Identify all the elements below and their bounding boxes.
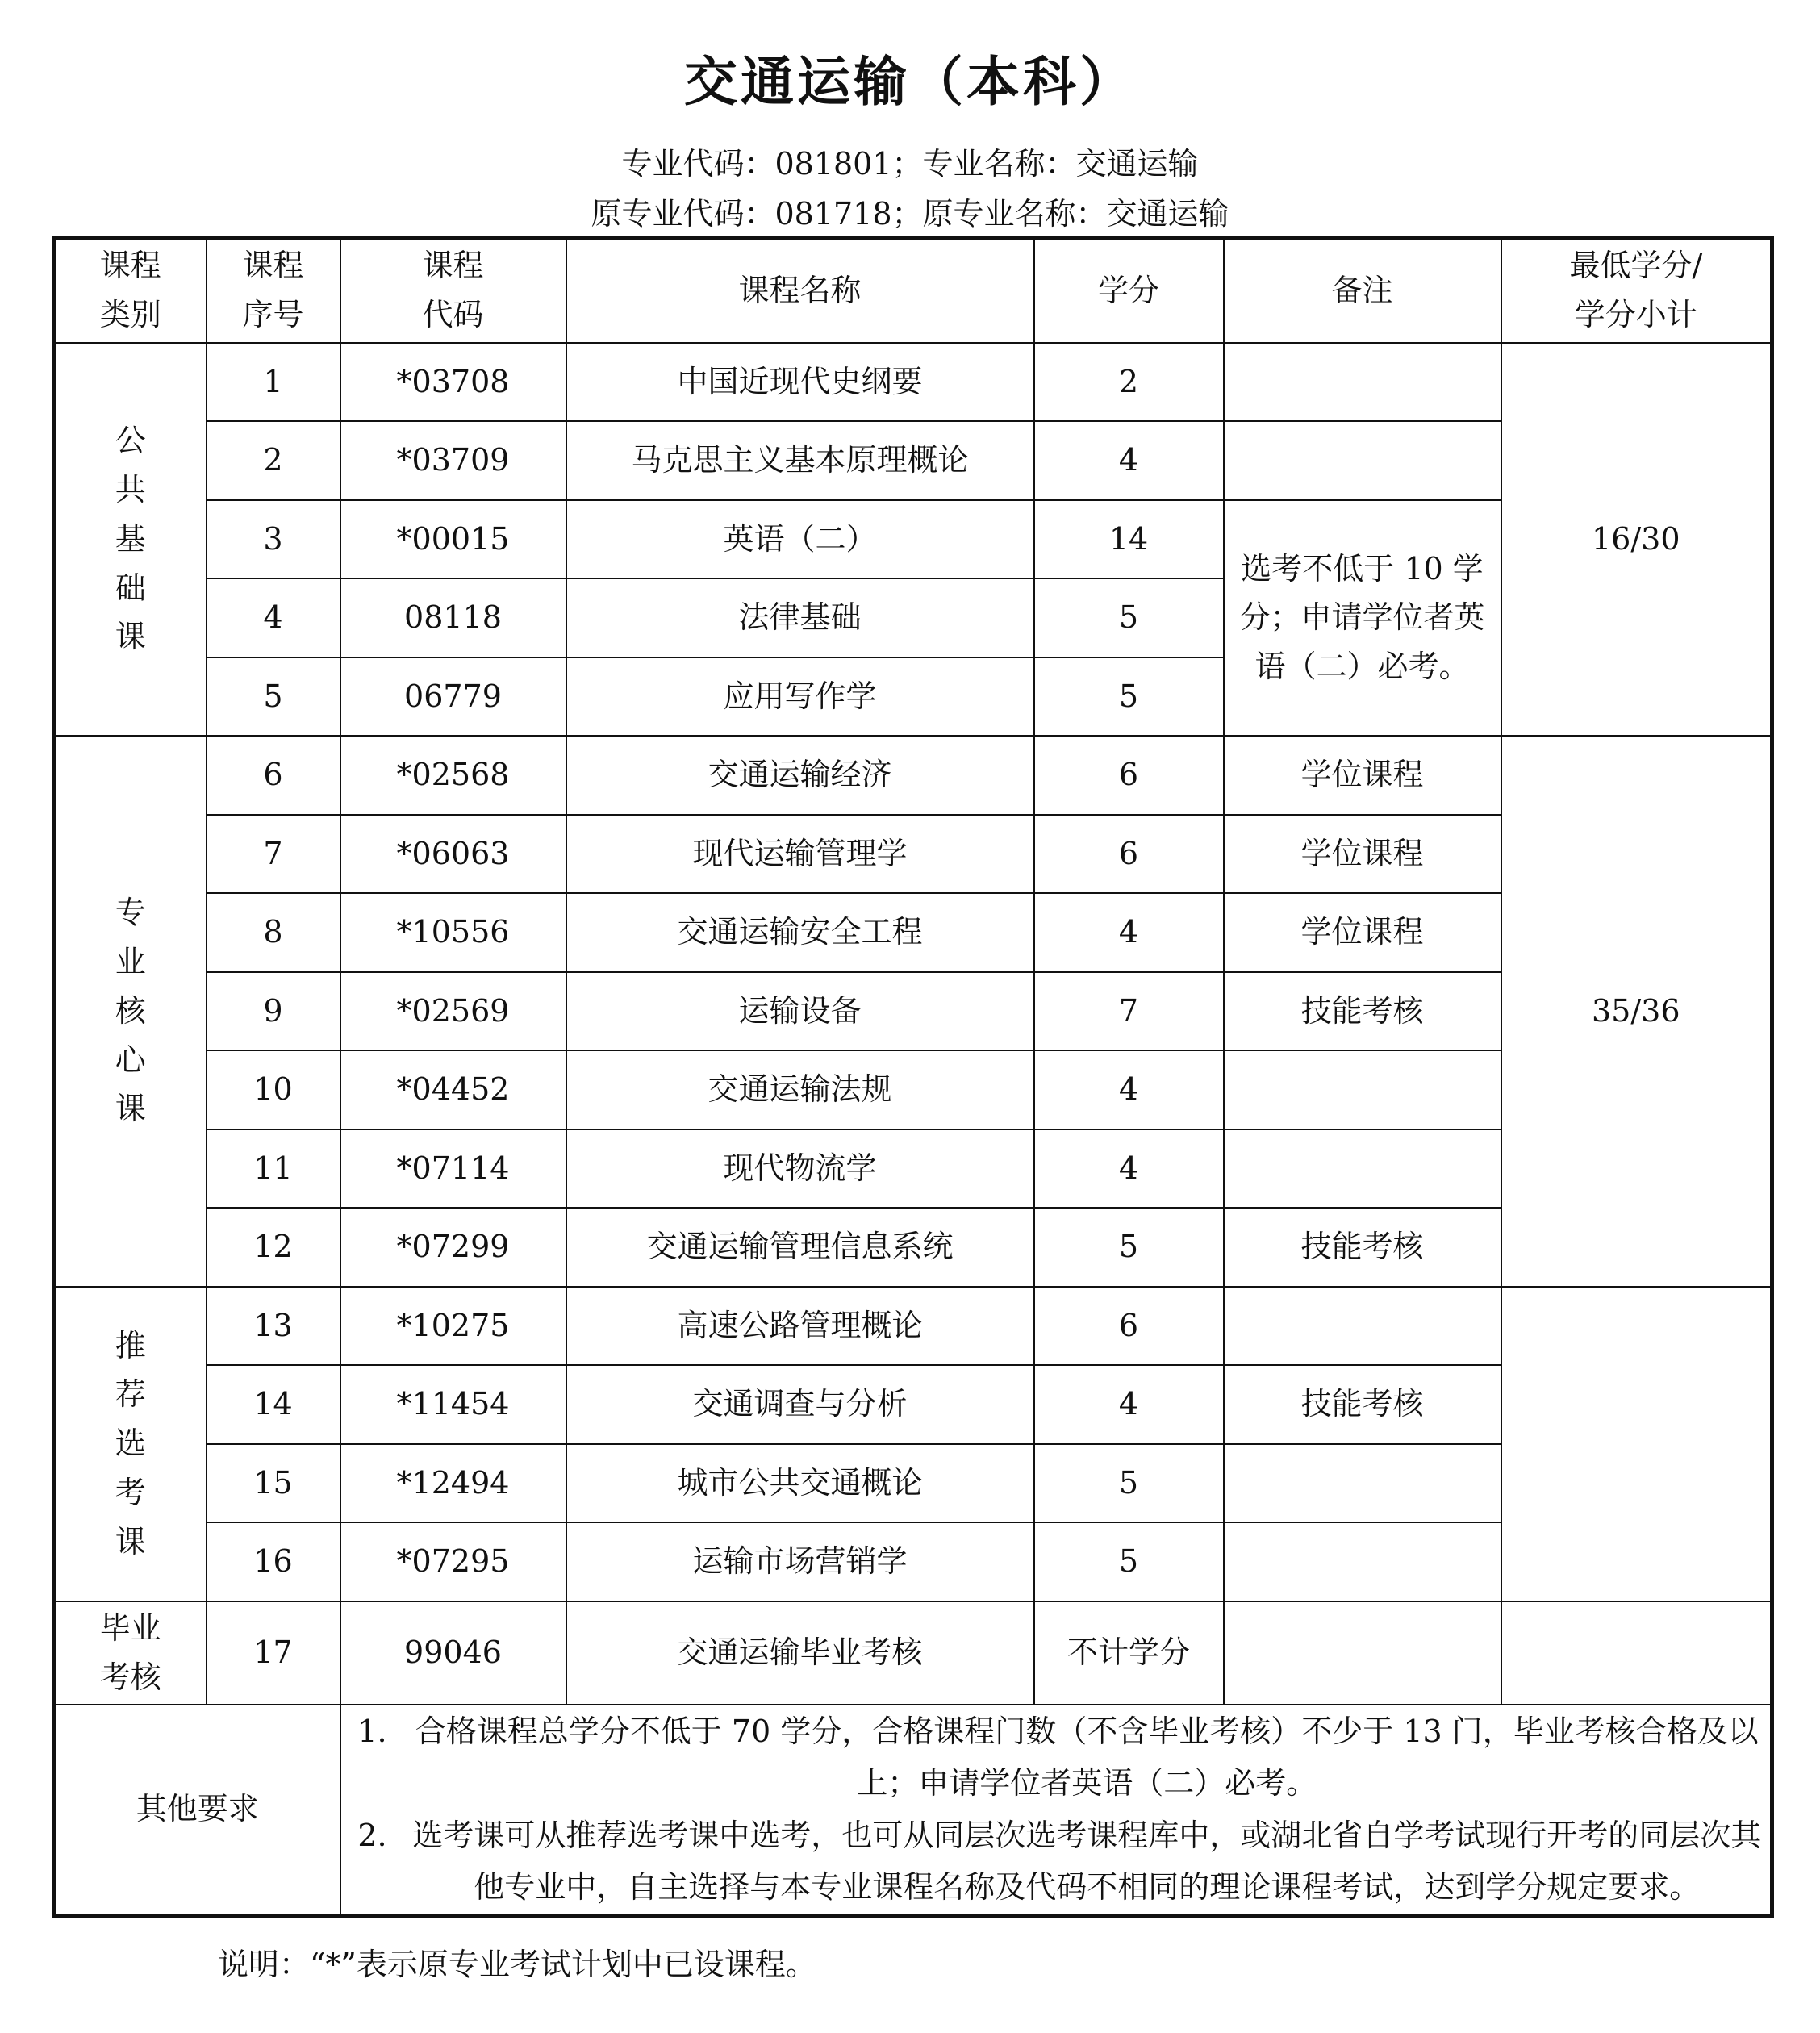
header-seq: 课程 序号 bbox=[207, 238, 340, 343]
course-credits: 4 bbox=[1034, 1129, 1224, 1209]
course-credits: 4 bbox=[1034, 421, 1224, 500]
course-name: 交通运输管理信息系统 bbox=[566, 1208, 1034, 1287]
subtotal-core: 35/36 bbox=[1501, 736, 1772, 1287]
course-name: 交通运输法规 bbox=[566, 1050, 1034, 1129]
course-credits: 14 bbox=[1034, 500, 1224, 579]
course-seq: 1 bbox=[207, 343, 340, 422]
course-credits: 4 bbox=[1034, 1365, 1224, 1444]
course-code: *06063 bbox=[340, 815, 566, 894]
course-name: 应用写作学 bbox=[566, 657, 1034, 737]
subtotal-elective bbox=[1501, 1287, 1772, 1601]
course-seq: 4 bbox=[207, 578, 340, 657]
course-seq: 2 bbox=[207, 421, 340, 500]
exam-plan-table bbox=[52, 236, 1774, 1918]
course-name: 法律基础 bbox=[566, 578, 1034, 657]
course-credits: 5 bbox=[1034, 1522, 1224, 1601]
course-name: 城市公共交通概论 bbox=[566, 1444, 1034, 1523]
category-elective: 推 荐 选 考 课 bbox=[54, 1287, 207, 1601]
other-requirements-row bbox=[54, 1705, 1772, 1916]
course-code: *11454 bbox=[340, 1365, 566, 1444]
header-row bbox=[54, 238, 1772, 343]
course-code: 06779 bbox=[340, 657, 566, 737]
course-credits: 不计学分 bbox=[1034, 1601, 1224, 1705]
course-credits: 5 bbox=[1034, 578, 1224, 657]
course-note: 学位课程 bbox=[1224, 736, 1501, 815]
category-public: 公 共 基 础 课 bbox=[54, 343, 207, 737]
course-name: 运输市场营销学 bbox=[566, 1522, 1034, 1601]
course-credits: 6 bbox=[1034, 1287, 1224, 1366]
table-row bbox=[54, 343, 1772, 422]
course-seq: 11 bbox=[207, 1129, 340, 1209]
course-code: *02568 bbox=[340, 736, 566, 815]
header-name: 课程名称 bbox=[566, 238, 1034, 343]
course-note bbox=[1224, 421, 1501, 500]
course-name: 中国近现代史纲要 bbox=[566, 343, 1034, 422]
category-core: 专 业 核 心 课 bbox=[54, 736, 207, 1287]
course-name: 马克思主义基本原理概论 bbox=[566, 421, 1034, 500]
course-name: 高速公路管理概论 bbox=[566, 1287, 1034, 1366]
course-code: *12494 bbox=[340, 1444, 566, 1523]
course-name: 交通运输经济 bbox=[566, 736, 1034, 815]
course-credits: 4 bbox=[1034, 1050, 1224, 1129]
course-code: *00015 bbox=[340, 500, 566, 579]
course-seq: 17 bbox=[207, 1601, 340, 1705]
english-elective-note: 选考不低于 10 学 分；申请学位者英 语（二）必考。 bbox=[1224, 500, 1501, 737]
header-category: 课程 类别 bbox=[54, 238, 207, 343]
other-requirements-list bbox=[340, 1705, 1772, 1916]
course-note: 学位课程 bbox=[1224, 893, 1501, 972]
course-seq: 3 bbox=[207, 500, 340, 579]
course-credits: 5 bbox=[1034, 1208, 1224, 1287]
table-row bbox=[54, 736, 1772, 815]
course-code: *03708 bbox=[340, 343, 566, 422]
course-seq: 10 bbox=[207, 1050, 340, 1129]
major-code-line: 专业代码：081801；专业名称：交通运输 bbox=[621, 146, 1199, 182]
course-name: 现代物流学 bbox=[566, 1129, 1034, 1209]
course-name: 交通运输安全工程 bbox=[566, 893, 1034, 972]
course-code: *03709 bbox=[340, 421, 566, 500]
category-graduation: 毕业 考核 bbox=[54, 1601, 207, 1705]
course-code: *04452 bbox=[340, 1050, 566, 1129]
course-seq: 13 bbox=[207, 1287, 340, 1366]
other-requirements-label: 其他要求 bbox=[54, 1705, 340, 1916]
header-min-credits: 最低学分/ 学分小计 bbox=[1501, 238, 1772, 343]
course-note bbox=[1224, 1601, 1501, 1705]
original-major-code-line: 原专业代码：081718；原专业名称：交通运输 bbox=[591, 196, 1229, 232]
course-seq: 16 bbox=[207, 1522, 340, 1601]
course-seq: 8 bbox=[207, 893, 340, 972]
course-credits: 6 bbox=[1034, 815, 1224, 894]
course-seq: 6 bbox=[207, 736, 340, 815]
course-code: *07295 bbox=[340, 1522, 566, 1601]
course-note bbox=[1224, 343, 1501, 422]
requirement-item: 2. 选考课可从推荐选考课中选考，也可从同层次选考课程库中，或湖北省自学考试现行开考的同层次其他专业中，自主选择与本专业课程名称及代码不相同的理论课程考试，达到学分规定要求。 bbox=[357, 1817, 1762, 1906]
course-note bbox=[1224, 1050, 1501, 1129]
page-title: 交通运输（本科） bbox=[684, 51, 1136, 113]
course-code: 99046 bbox=[340, 1601, 566, 1705]
course-code: *02569 bbox=[340, 972, 566, 1051]
header-credits: 学分 bbox=[1034, 238, 1224, 343]
header-note: 备注 bbox=[1224, 238, 1501, 343]
course-seq: 12 bbox=[207, 1208, 340, 1287]
course-note bbox=[1224, 1129, 1501, 1209]
course-credits: 5 bbox=[1034, 1444, 1224, 1523]
course-seq: 15 bbox=[207, 1444, 340, 1523]
course-name: 英语（二） bbox=[566, 500, 1034, 579]
course-note: 技能考核 bbox=[1224, 1208, 1501, 1287]
course-seq: 9 bbox=[207, 972, 340, 1051]
course-code: *10556 bbox=[340, 893, 566, 972]
requirement-item: 1. 合格课程总学分不低于 70 学分，合格课程门数（不含毕业考核）不少于 13 门，毕业考核合格及以上；申请学位者英语（二）必考。 bbox=[357, 1713, 1759, 1801]
course-credits: 4 bbox=[1034, 893, 1224, 972]
course-credits: 5 bbox=[1034, 657, 1224, 737]
course-note bbox=[1224, 1522, 1501, 1601]
table-row bbox=[54, 1601, 1772, 1705]
course-code: *07114 bbox=[340, 1129, 566, 1209]
course-note bbox=[1224, 1444, 1501, 1523]
subtotal-public: 16/30 bbox=[1501, 343, 1772, 737]
course-note: 技能考核 bbox=[1224, 972, 1501, 1051]
course-name: 运输设备 bbox=[566, 972, 1034, 1051]
course-code: *10275 bbox=[340, 1287, 566, 1366]
course-seq: 7 bbox=[207, 815, 340, 894]
course-name: 交通运输毕业考核 bbox=[566, 1601, 1034, 1705]
course-credits: 2 bbox=[1034, 343, 1224, 422]
header-code: 课程 代码 bbox=[340, 238, 566, 343]
course-note: 学位课程 bbox=[1224, 815, 1501, 894]
course-seq: 14 bbox=[207, 1365, 340, 1444]
course-name: 交通调查与分析 bbox=[566, 1365, 1034, 1444]
footnote: 说明：“*”表示原专业考试计划中已设课程。 bbox=[218, 1947, 816, 1982]
course-name: 现代运输管理学 bbox=[566, 815, 1034, 894]
course-code: 08118 bbox=[340, 578, 566, 657]
table-row bbox=[54, 1287, 1772, 1366]
course-credits: 7 bbox=[1034, 972, 1224, 1051]
course-credits: 6 bbox=[1034, 736, 1224, 815]
course-seq: 5 bbox=[207, 657, 340, 737]
subtotal-graduation bbox=[1501, 1601, 1772, 1705]
course-code: *07299 bbox=[340, 1208, 566, 1287]
course-note bbox=[1224, 1287, 1501, 1366]
course-note: 技能考核 bbox=[1224, 1365, 1501, 1444]
